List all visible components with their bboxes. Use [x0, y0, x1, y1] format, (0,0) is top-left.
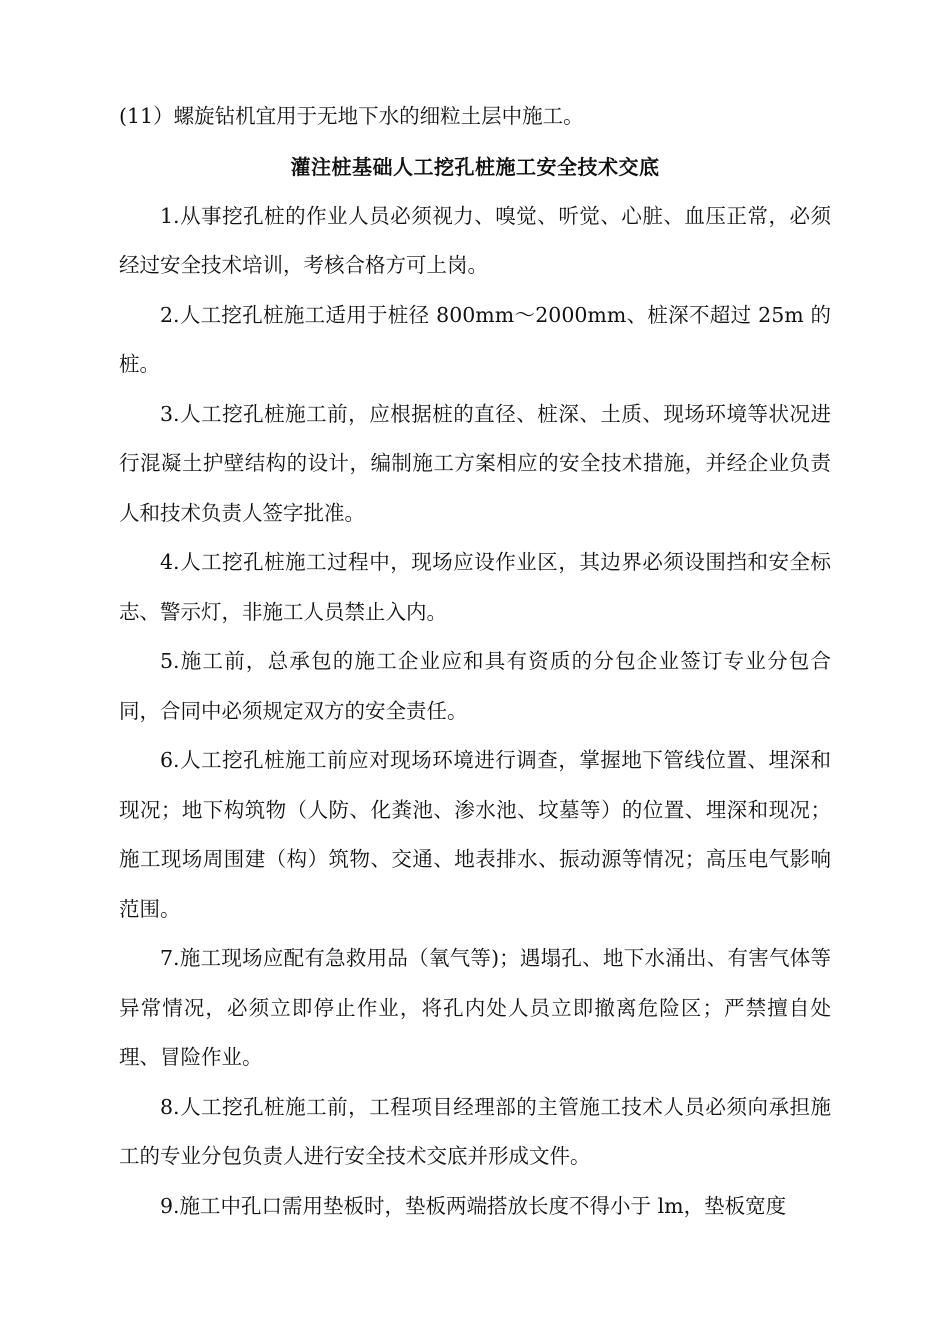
section-title: 灌注桩基础人工挖孔桩施工安全技术交底 — [290, 154, 660, 179]
paragraph-3: 3.人工挖孔桩施工前，应根据桩的直径、桩深、土质、现场环境等状况进行混凝土护壁结构的设计，编制施工方案相应的安全技术措施，并经企业负责人和技术负责人签字批准。 — [119, 401, 831, 525]
document-body — [119, 92, 831, 1231]
paragraph-6: 6.人工挖孔桩施工前应对现场环境进行调查，掌握地下管线位置、埋深和现况；地下构筑物（人防、化粪池、渗水池、坟墓等）的位置、埋深和现况；施工现场周围建（构）筑物、交通、地表排水、振动源等情况；高压电气影响范围。 — [119, 748, 831, 921]
paragraph-2: 2.人工挖孔桩施工适用于桩径 800mm～2000mm、桩深不超过 25m 的桩。 — [119, 302, 831, 376]
paragraph-9: 9.施工中孔口需用垫板时，垫板两端搭放长度不得小于 lm，垫板宽度 — [160, 1193, 787, 1218]
paragraph-7: 7.施工现场应配有急救用品（氧气等)；遇塌孔、地下水涌出、有害气体等异常情况，必须立即停止作业，将孔内处人员立即撤离危险区；严禁擅自处理、冒险作业。 — [119, 946, 831, 1069]
paragraph-5: 5.施工前，总承包的施工企业应和具有资质的分包企业签订专业分包合同，合同中必须规定双方的安全责任。 — [119, 649, 831, 723]
paragraph-4: 4.人工挖孔桩施工过程中，现场应设作业区，其边界必须设围挡和安全标志、警示灯，非施工人员禁止入内。 — [119, 550, 831, 624]
paragraph-8: 8.人工挖孔桩施工前，工程项目经理部的主管施工技术人员必须向承担施工的专业分包负责人进行安全技术交底并形成文件。 — [119, 1094, 831, 1168]
intro-paragraph: (11）螺旋钻机宜用于无地下水的细粒土层中施工。 — [119, 104, 584, 128]
paragraph-1: 1.从事挖孔桩的作业人员必须视力、嗅觉、听觉、心脏、血压正常，必须经过安全技术培训，考核合格方可上岗。 — [119, 203, 831, 277]
